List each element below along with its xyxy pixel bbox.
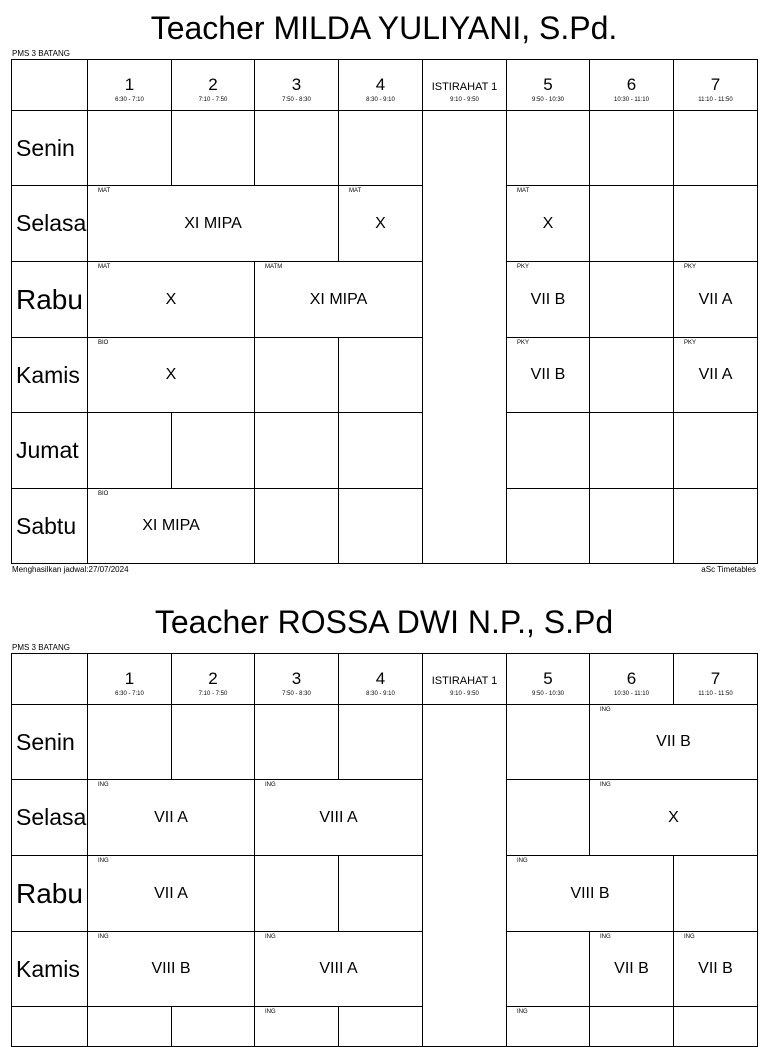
class-name: VII A [698, 366, 733, 383]
lesson-cell [507, 338, 590, 413]
period-header: 4 8:30 - 9:10 [339, 60, 423, 111]
class-name: VII A [698, 290, 733, 308]
break-column [423, 705, 507, 1047]
lesson-cell [88, 262, 255, 338]
lesson-cell [674, 932, 758, 1007]
break-header: ISTIRAHAT 1 9:10 - 9:50 [423, 654, 507, 705]
day-row [12, 262, 758, 338]
empty-cell [339, 338, 423, 413]
timetable-1-school: PMS 3 BATANG [12, 49, 70, 58]
day-row [12, 111, 758, 186]
day-row [12, 856, 758, 932]
empty-cell [339, 856, 423, 932]
empty-cell [255, 338, 339, 413]
header-row [12, 60, 758, 111]
day-row [12, 186, 758, 262]
timetable-2-title: Teacher ROSSA DWI N.P., S.Pd [154, 604, 614, 640]
empty-cell [255, 413, 339, 489]
lesson-cell [88, 856, 255, 932]
day-row [12, 413, 758, 489]
period-header: 5 9:50 - 10:30 [507, 60, 590, 111]
day-label: Rabu [12, 856, 88, 932]
period-header: 1 6:30 - 7:10 [88, 60, 172, 111]
empty-cell [255, 489, 339, 564]
subject-code: BIO [98, 491, 109, 497]
empty-cell [88, 413, 172, 489]
class-name: VIII A [319, 960, 358, 977]
day-label: Senin [12, 111, 88, 186]
empty-cell [590, 111, 674, 186]
subject-code: ING [265, 1009, 276, 1015]
lesson-cell [507, 186, 590, 262]
timetable-2-grid [11, 653, 758, 1047]
empty-cell [507, 489, 590, 564]
empty-cell [88, 1007, 172, 1047]
subject-code: MAT [349, 188, 362, 194]
class-name: XI MIPA [142, 517, 200, 534]
class-name: XI MIPA [309, 290, 368, 308]
empty-cell [674, 1007, 758, 1047]
period-header: 2 7:10 - 7:50 [172, 60, 255, 111]
subject-code: PKY [517, 340, 530, 346]
class-name: VII B [698, 960, 733, 977]
day-row [12, 705, 758, 780]
subject-code: MAT [517, 188, 530, 194]
lesson-cell [255, 932, 423, 1007]
class-name: X [542, 214, 554, 232]
subject-code: ING [265, 782, 276, 788]
subject-code: PKY [684, 264, 697, 270]
lesson-cell [88, 489, 255, 564]
day-row [12, 780, 758, 856]
lesson-cell [88, 338, 255, 413]
empty-cell [255, 111, 339, 186]
subject-code: ING [600, 782, 611, 788]
period-header: 3 7:50 - 8:30 [255, 60, 339, 111]
empty-cell [339, 111, 423, 186]
timetable-1-title: Teacher MILDA YULIYANI, S.Pd. [150, 10, 618, 46]
empty-cell [507, 780, 590, 856]
subject-code: PKY [517, 264, 530, 270]
class-name: VII B [656, 733, 691, 750]
class-name: VII A [154, 884, 188, 902]
lesson-cell [674, 262, 758, 338]
empty-cell [172, 413, 255, 489]
empty-cell [590, 1007, 674, 1047]
subject-code: ING [517, 1009, 528, 1015]
class-name: X [165, 366, 177, 383]
day-label: Kamis [12, 932, 88, 1007]
empty-cell [590, 262, 674, 338]
empty-cell [172, 111, 255, 186]
empty-cell [590, 413, 674, 489]
class-name: X [165, 290, 177, 308]
empty-cell [674, 489, 758, 564]
empty-cell [339, 705, 423, 780]
subject-code: MAT [98, 264, 111, 270]
lesson-cell [255, 262, 423, 338]
timetable-1-grid [11, 59, 758, 564]
lesson-cell [507, 856, 674, 932]
day-row [12, 338, 758, 413]
class-name: X [375, 214, 386, 232]
empty-cell [507, 111, 590, 186]
lesson-cell [507, 262, 590, 338]
period-header: 6 10:30 - 11:10 [590, 654, 674, 705]
corner-cell [12, 60, 88, 111]
subject-code: ING [265, 934, 276, 940]
empty-cell [172, 705, 255, 780]
day-row [12, 1007, 758, 1047]
software-credit: aSc Timetables [701, 565, 756, 574]
period-header: 4 8:30 - 9:10 [339, 654, 423, 705]
subject-code: ING [98, 782, 109, 788]
lesson-cell [590, 780, 758, 856]
class-name: VII A [154, 808, 188, 826]
day-label: Selasa [12, 780, 88, 856]
day-label: Senin [12, 705, 88, 780]
lesson-cell [88, 186, 339, 262]
period-header: 1 6:30 - 7:10 [88, 654, 172, 705]
empty-cell [88, 111, 172, 186]
class-name: VII B [614, 960, 649, 977]
empty-cell [255, 856, 339, 932]
subject-code: ING [98, 858, 109, 864]
corner-cell [12, 654, 88, 705]
empty-cell [674, 413, 758, 489]
day-row [12, 489, 758, 564]
empty-cell [674, 856, 758, 932]
lesson-cell [674, 338, 758, 413]
subject-code: ING [517, 858, 528, 864]
empty-cell [590, 338, 674, 413]
day-label: Sabtu [12, 489, 88, 564]
empty-cell [590, 186, 674, 262]
subject-code: PKY [684, 340, 697, 346]
subject-code: ING [600, 707, 611, 713]
class-name: VIII A [319, 808, 358, 826]
subject-code: MAT [98, 188, 111, 194]
day-label [12, 1007, 88, 1047]
class-name: X [668, 808, 679, 826]
lesson-cell [255, 1007, 339, 1047]
empty-cell [674, 186, 758, 262]
day-row [12, 932, 758, 1007]
subject-code: ING [684, 934, 695, 940]
period-header: 5 9:50 - 10:30 [507, 654, 590, 705]
lesson-cell [88, 780, 255, 856]
empty-cell [674, 111, 758, 186]
lesson-cell [590, 705, 758, 780]
period-header: 7 11:10 - 11:50 [674, 654, 758, 705]
empty-cell [507, 413, 590, 489]
subject-code: ING [98, 934, 109, 940]
empty-cell [507, 932, 590, 1007]
period-header: 3 7:50 - 8:30 [255, 654, 339, 705]
empty-cell [88, 705, 172, 780]
subject-code: MATM [265, 264, 283, 270]
empty-cell [255, 705, 339, 780]
subject-code: BIO [98, 340, 109, 346]
period-header: 6 10:30 - 11:10 [590, 60, 674, 111]
empty-cell [339, 413, 423, 489]
class-name: XI MIPA [184, 214, 242, 232]
class-name: VIII B [151, 960, 191, 977]
class-name: VII B [530, 366, 566, 383]
lesson-cell [590, 932, 674, 1007]
lesson-cell [339, 186, 423, 262]
generated-date: Menghasilkan jadwal:27/07/2024 [12, 565, 129, 574]
break-column [423, 111, 507, 564]
timetable-2-school: PMS 3 BATANG [12, 643, 70, 652]
day-label: Selasa [12, 186, 88, 262]
header-row [12, 654, 758, 705]
day-label: Kamis [12, 338, 88, 413]
lesson-cell [507, 1007, 590, 1047]
day-label: Jumat [12, 413, 88, 489]
empty-cell [339, 1007, 423, 1047]
day-label: Rabu [12, 262, 88, 338]
empty-cell [507, 705, 590, 780]
period-header: 7 11:10 - 11:50 [674, 60, 758, 111]
class-name: VII B [530, 290, 566, 308]
empty-cell [590, 489, 674, 564]
subject-code: ING [600, 934, 611, 940]
period-header: 2 7:10 - 7:50 [172, 654, 255, 705]
lesson-cell [255, 780, 423, 856]
class-name: VIII B [570, 884, 610, 902]
break-header: ISTIRAHAT 1 9:10 - 9:50 [423, 60, 507, 111]
lesson-cell [88, 932, 255, 1007]
empty-cell [172, 1007, 255, 1047]
empty-cell [339, 489, 423, 564]
